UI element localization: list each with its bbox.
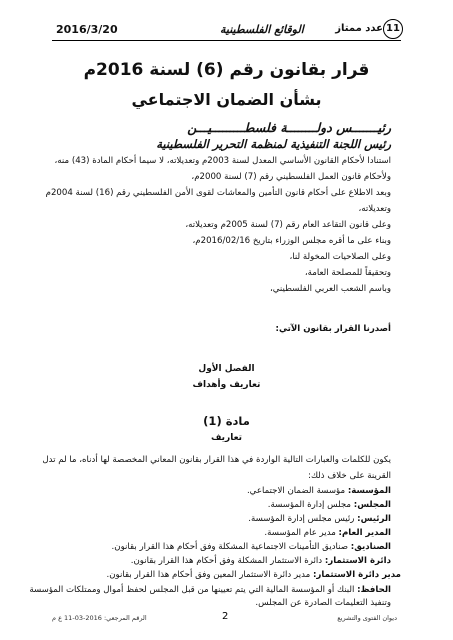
definition-term: المدير العام: bbox=[338, 528, 391, 538]
definition-text: مدير عام المؤسسة. bbox=[264, 528, 339, 538]
header-rule bbox=[52, 40, 401, 41]
definition-term: الرئيس: bbox=[357, 514, 391, 524]
definition-item bbox=[107, 570, 402, 580]
chapter-title: الفصل الأول bbox=[198, 364, 255, 374]
preamble-line: استنادا لأحكام القانون الأساسي المعدل لسنة 2003م وتعديلاته، لا سيما أحكام المادة (43) منه، bbox=[54, 156, 391, 166]
definition-continuation: وتنفيذ التعليمات الصادرة عن المجلس. bbox=[255, 598, 391, 608]
issued-statement: أصدرنا القرار بقانون الآتي: bbox=[275, 324, 391, 334]
definition-text: صناديق التأمينات الاجتماعية المشكلة وفق أحكام هذا القرار بقانون. bbox=[111, 542, 351, 552]
definition-item bbox=[131, 556, 391, 566]
page-footer bbox=[52, 612, 401, 626]
definition-item bbox=[248, 514, 391, 524]
preamble-line: ولأحكام قانون العمل الفلسطيني رقم (7) لسنة 2000م، bbox=[191, 172, 391, 182]
definition-term: دائرة الاستثمار: bbox=[324, 556, 391, 566]
article-title: مادة (1) bbox=[203, 414, 250, 428]
definition-item bbox=[247, 486, 391, 496]
definition-text: مجلس إدارة المؤسسة. bbox=[267, 500, 354, 510]
definition-term: الحافظ: bbox=[357, 585, 391, 595]
issuer-title-1: رئيـــــــس دولــــــــة فلسطـــــــــيـــن bbox=[187, 120, 391, 135]
footer-reference: الرقم المرجعي: 2016-03-11 ع م bbox=[52, 614, 147, 622]
article-intro: يكون للكلمات والعبارات التالية الواردة في هذا القرار بقانون المعاني المخصصة لها أدناه، ما لم تدل bbox=[42, 455, 391, 465]
definition-term: المؤسسة: bbox=[347, 486, 391, 496]
definition-text: مدير دائرة الاستثمار المعين وفق أحكام هذا القرار بقانون. bbox=[106, 570, 313, 580]
footer-publisher: ديوان الفتوى والتشريع bbox=[337, 614, 397, 622]
definition-text: مؤسسة الضمان الاجتماعي. bbox=[246, 486, 348, 496]
article-subtitle: تعاريف bbox=[210, 433, 243, 443]
decree-subject: بشأن الضمان الاجتماعي bbox=[131, 90, 322, 109]
preamble-line: وباسم الشعب العربي الفلسطيني، bbox=[269, 284, 391, 294]
page-header bbox=[52, 16, 401, 40]
preamble-line: وبعد الاطلاع على أحكام قانون التأمين والمعاشات لقوى الأمن الفلسطيني رقم (16) لسنة 2004م bbox=[45, 188, 391, 198]
issuer-title-2: رئيس اللجنة التنفيذية لمنظمة التحرير الفلسطينية bbox=[156, 137, 391, 151]
preamble-line: وتحقيقاً للمصلحة العامة، bbox=[304, 268, 391, 278]
definition-text: دائرة الاستثمار المشكلة وفق أحكام هذا القرار بقانون. bbox=[130, 556, 325, 566]
definition-text: البنك أو المؤسسة المالية التي يتم تعيينها من قبل المجلس لحفظ أموال وممتلكات المؤسسة bbox=[29, 585, 358, 595]
definition-item bbox=[264, 528, 391, 538]
page-number: 2 bbox=[222, 611, 229, 622]
definition-term: المجلس: bbox=[353, 500, 391, 510]
preamble-line: وعلى قانون التقاعد العام رقم (7) لسنة 2005م وتعديلاته، bbox=[185, 220, 391, 230]
chapter-subtitle: تعاريف وأهداف bbox=[192, 380, 261, 390]
definition-item bbox=[29, 585, 391, 595]
issue-number-badge: 11 bbox=[383, 19, 403, 39]
issue-date: 2016/3/20 bbox=[56, 23, 118, 36]
preamble-line: وعلى الصلاحيات المخولة لنا، bbox=[289, 252, 391, 262]
definition-text: رئيس مجلس إدارة المؤسسة. bbox=[248, 514, 358, 524]
decree-title: قرار بقانون رقم (6) لسنة 2016م bbox=[83, 60, 370, 80]
definition-term: الصناديق: bbox=[350, 542, 391, 552]
gazette-name: الوقائع الفلسطينية bbox=[220, 23, 304, 36]
preamble-line: وتعديلاته، bbox=[358, 204, 391, 214]
definition-item bbox=[268, 500, 391, 510]
preamble-line: وبناء على ما أقره مجلس الوزراء بتاريخ 2016/02/16م، bbox=[192, 236, 391, 246]
definition-item bbox=[112, 542, 391, 552]
definition-term: مدير دائرة الاستثمار: bbox=[312, 570, 401, 580]
article-intro: القرينة على خلاف ذلك: bbox=[308, 471, 391, 481]
issue-label: عدد ممتاز bbox=[335, 23, 383, 34]
